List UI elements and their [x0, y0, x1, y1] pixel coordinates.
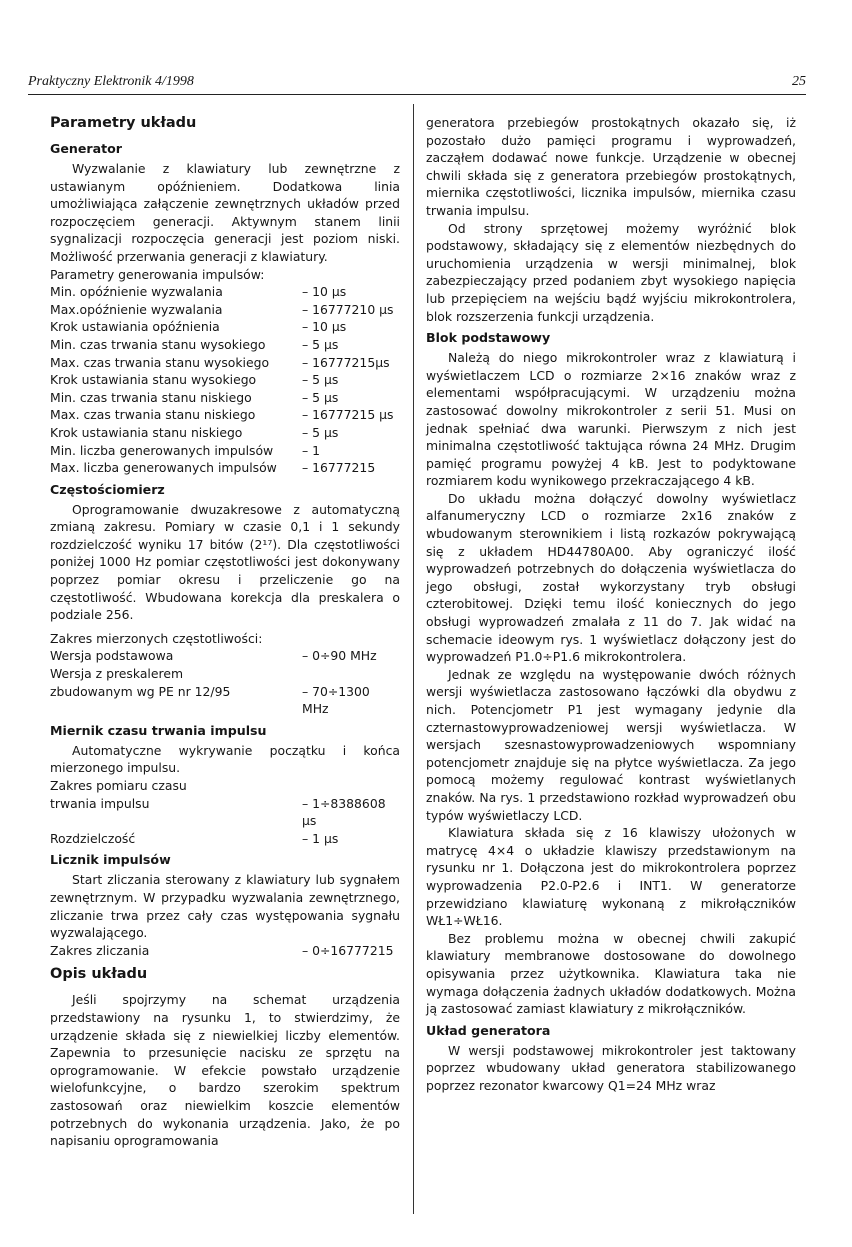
subsection-basic-block: Blok podstawowy	[426, 330, 551, 346]
param-row: Wersja podstawowa – 0÷90 MHz	[50, 648, 377, 664]
param-row: Krok ustawiania opóźnienia – 10 µs	[50, 319, 347, 335]
param-row: zbudowanym wg PE nr 12/95 – 70÷1300 MHz	[50, 683, 370, 717]
paragraph-continued: generatora przebiegów prostokątnych okazało się, iż pozostało dużo pamięci programu i wyprowadzeń, zacząłem dodawać nowe funkcje. Urządzenie w obecnej chwili składa się z generatora przebiegów prostokątnych, miernika częstotliwości, licznika impulsów, miernika czasu trwania impulsu.	[426, 115, 796, 218]
gen-params-list	[50, 283, 400, 477]
section-title-params: Parametry układu	[50, 115, 197, 131]
param-row: Rozdzielczość – 1 µs	[50, 830, 339, 846]
param-row: trwania impulsu – 1÷8388608 µs	[50, 795, 386, 829]
paragraph-keyboard: Klawiatura składa się z 16 klawiszy ułożonych w matrycę 4×4 o układzie klawiszy przedstawionym na rysunku nr 1. Dołączona jest do mikrokontrolera poprzez wyprowadzenia P2.0-P2.6 i INT1. W generatorze przewidziano klawiaturę wykonaną z mikrołączników WŁ1÷WŁ16.	[426, 825, 796, 929]
paragraph-lcd-versions: Jednak ze względu na występowanie dwóch różnych wersji wyświetlacza zastosowano łączówki dla obydwu z nich. Potencjometr P1 jest wymagany jedynie dla czternastowyprowadzeniowej wersji wyświetlacza. W wersjach szesnastowyprowadzeniowych wspomniany potencjometr znajduje się na płytce wyświetlacza. Za jego pomocą możemy regulować kontrast wyświetlanych znaków. Na rys. 1 przedstawiono rozkład wyprowadzeń obu typów wyświetlaczy LCD.	[426, 666, 796, 823]
paragraph-description: Jeśli spojrzymy na schemat urządzenia przedstawiony na rysunku 1, to stwierdzimy, że urządzenie składa się z niewielkiej liczby elementów. Zapewnia to przesunięcie nacisku ze sprzętu na oprogramowanie. W efekcie powstało urządzenie wielofunkcyjne, o bardzo szerokim spektrum zastosowań oraz niewielkim koszcie elementów potrzebnych do wykonania urządzenia. Jako, że po napisaniu oprogramowania	[50, 992, 400, 1149]
param-row: Zakres pomiaru czasu	[50, 778, 187, 793]
param-row: Wersja z preskalerem	[50, 666, 184, 682]
left-column	[50, 114, 400, 1150]
param-row: Max. czas trwania stanu niskiego – 16777215 µs	[50, 407, 394, 423]
param-row: Krok ustawiania stanu niskiego – 5 µs	[50, 424, 339, 440]
journal-title: Praktyczny Elektronik 4/1998	[28, 74, 194, 89]
section-title-description: Opis układu	[50, 966, 148, 983]
running-header	[28, 74, 806, 95]
param-row: Min. liczba generowanych impulsów – 1	[50, 442, 321, 458]
subsection-generator: Generator	[50, 141, 122, 156]
column-divider	[413, 104, 414, 1214]
right-column	[426, 114, 796, 1094]
subsection-pulse-width-meter: Miernik czasu trwania impulsu	[50, 722, 267, 738]
subsection-frequency-meter: Częstościomierz	[50, 481, 165, 497]
param-row: Zakres zliczania – 0÷16777215	[50, 942, 394, 958]
gen-params-title: Parametry generowania impulsów:	[50, 266, 265, 282]
param-row: Max.opóźnienie wyzwalania – 16777210 µs	[50, 301, 394, 317]
page-number: 25	[792, 74, 806, 89]
paragraph-clock: W wersji podstawowej mikrokontroler jest taktowany poprzez wbudowany układ generatora stabilizowanego poprzez rezonator kwarcowy Q1=24 MHz wraz	[426, 1042, 796, 1093]
paragraph-frequency-meter: Oprogramowanie dwuzakresowe z automatyczną zmianą zakresu. Pomiary w czasie 0,1 i 1 sekundy rozdzielczość wyniku 17 bitów (2¹⁷). Dla częstotliwości poniżej 1000 Hz pomiar częstotliwości jest dokonywany poprzez pomiar okresu i przeliczenie go na częstotliwość. Wbudowana korekcja dla preskalera o podziale 256.	[50, 501, 400, 623]
param-row: Min. czas trwania stanu niskiego – 5 µs	[50, 389, 339, 405]
param-row: Min. opóźnienie wyzwalania – 10 µs	[50, 284, 347, 300]
paragraph-pulse-width-meter: Automatyczne wykrywanie początku i końca mierzonego impulsu.	[50, 742, 400, 776]
paragraph-pulse-counter: Start zliczania sterowany z klawiatury lub sygnałem zewnętrznym. W przypadku wyzwalania zewnętrznego, zliczanie trwa przez cały czas występowania sygnału wyzwalającego.	[50, 872, 400, 941]
subsection-generator-circuit: Układ generatora	[426, 1022, 551, 1038]
param-row: Min. czas trwania stanu wysokiego – 5 µs	[50, 336, 339, 352]
param-row: Max. czas trwania stanu wysokiego – 16777215µs	[50, 354, 390, 370]
paragraph-lcd: Do układu można dołączyć dowolny wyświetlacz alfanumeryczny LCD o rozmiarze 2x16 znaków z wbudowanym sterownikiem i listą rozkazów pokrywającą się z układem HD44780A00. Aby ograniczyć ilość wyprowadzeń potrzebnych do dołączenia wyświetlacza do jego obsługi, został wykorzystany tryb obsługi czterobitowej. Dzięki temu ilość koniecznych do jego obsługi wyprowadzeń zmalała z 11 do 7. Jak widać na schemacie ideowym rys. 1 wyświetlacz dołączony jest do wyprowadzeń P1.0÷P1.6 mikrokontrolera.	[426, 490, 796, 665]
subsection-pulse-counter: Licznik impulsów	[50, 852, 171, 868]
paragraph-microcontroller: Należą do niego mikrokontroler wraz z klawiaturą i wyświetlaczem LCD o rozmiarze 2×16 znaków wraz z elementami współpracującymi. W urządzeniu można zastosować dowolny mikrokontroler z serii 51. Musi on jednak spełniać dwa warunki. Pierwszym z nich jest minimalna częstotliwość taktująca równa 24 MHz. Drugim pamięć programu powyżej 4 kB. Jest to podyktowane rozmiarem kodu wynikowego przekraczającego 4 kB.	[426, 350, 796, 489]
param-row: Max. liczba generowanych impulsów – 16777215	[50, 460, 376, 476]
paragraph-generator: Wyzwalanie z klawiatury lub zewnętrzne z ustawianym opóźnieniem. Dodatkowa linia umożliwiająca załączenie zewnętrznych układów przed rozpoczęciem generacji. Aktywnym stanem linii sygnalizacji rozpoczęcia generacji jest poziom niski. Możliwość przerwania generacji z klawiatury.	[50, 161, 400, 264]
freq-range-title: Zakres mierzonych częstotliwości:	[50, 630, 263, 646]
param-row: Krok ustawiania stanu wysokiego – 5 µs	[50, 372, 339, 388]
paragraph-membrane-keyboard: Bez problemu można w obecnej chwili zakupić klawiatury membranowe dostosowane do dowolnego opisywania przez użytkownika. Klawiatura taka nie wymaga dołączenia żadnych układów dodatkowych. Można ją zastosować zamiast klawiatury z mikrołączników.	[426, 930, 796, 1017]
paragraph-blocks: Od strony sprzętowej możemy wyróżnić blok podstawowy, składający się z elementów niezbędnych do uruchomienia urządzenia w wersji minimalnej, blok zabezpieczający przed podaniem zbyt wysokiego napięcia lub przepięciem na wejściu bądź wyjściu mikrokontrolera, blok rozszerzenia funkcji urządzenia.	[426, 220, 796, 324]
